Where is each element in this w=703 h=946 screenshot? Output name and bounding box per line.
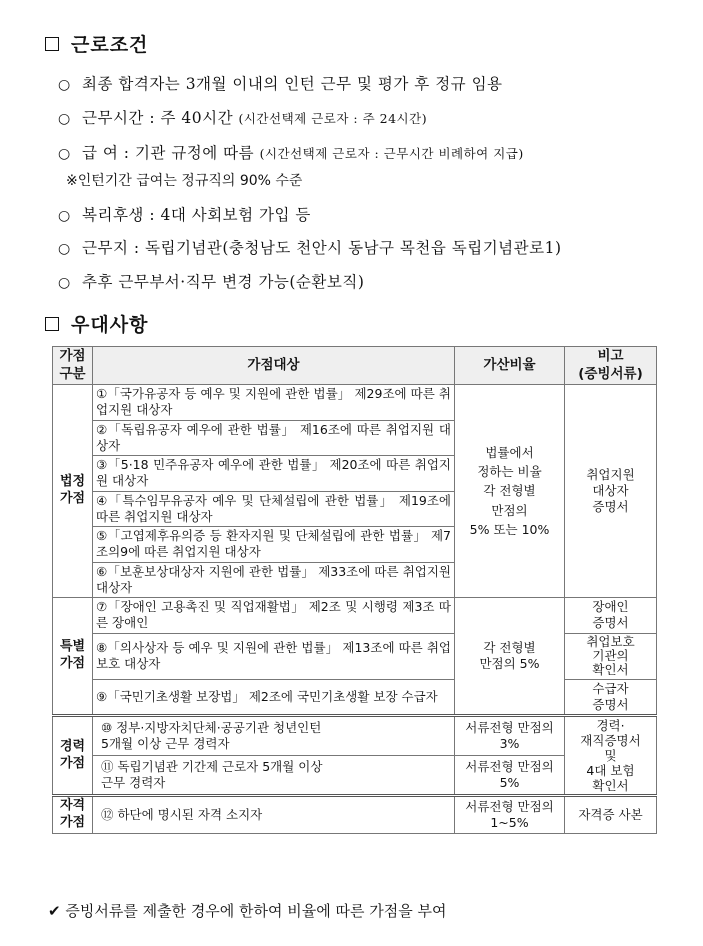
working-line-5: ○ 근무지 : 독립기념관(충청남도 천안시 동남구 목천읍 독립기념관로1) xyxy=(58,239,562,257)
legal-item-6: ⑥「보훈보상대상자 지원에 관한 법률」 제33조에 따른 취업지원 대상자 xyxy=(93,562,455,598)
legal-item-4: ④「특수임무유공자 예우 및 단체설립에 관한 법률」 제19조에 따른 취업지원 대상자 xyxy=(93,491,455,527)
legal-rate: 법률에서 정하는 비율 각 전형별 만점의 5% 또는 10% xyxy=(455,385,565,598)
circle-bullet-icon: ○ xyxy=(58,208,71,224)
circle-bullet-icon: ○ xyxy=(58,111,71,127)
special-remark-1: 장애인 증명서 xyxy=(565,598,657,634)
section-title-working: 근로조건 xyxy=(45,30,148,57)
special-item-1: ⑦「장애인 고용촉진 및 직업재활법」 제2조 및 시행령 제3조 따른 장애인 xyxy=(93,598,455,634)
license-item: ⑫ 하단에 명시된 자격 소지자 xyxy=(93,796,455,834)
special-item-2: ⑧「의사상자 등 예우 및 지원에 관한 법률」 제13조에 따른 취업보호 대상자 xyxy=(93,633,455,679)
special-rate: 각 전형별 만점의 5% xyxy=(455,598,565,716)
checkbox-square-icon xyxy=(45,37,59,51)
working-line-4: ○ 복리후생 : 4대 사회보험 가입 등 xyxy=(58,206,311,224)
table-row xyxy=(53,679,657,716)
legal-item-3: ③「5·18 민주유공자 예우에 관한 법률」 제20조에 따른 취업지원 대상자 xyxy=(93,456,455,492)
career-item-1: ⑩ 정부·지방자치단체·공공기관 청년인턴 5개월 이상 근무 경력자 xyxy=(93,716,455,756)
header-target: 가점대상 xyxy=(93,347,455,385)
table-row xyxy=(53,633,657,679)
license-remark: 자격증 사본 xyxy=(565,796,657,834)
category-career: 경력 가점 xyxy=(53,716,93,796)
special-remark-3: 수급자 증명서 xyxy=(565,679,657,716)
career-item-2: ⑪ 독립기념관 기간제 근로자 5개월 이상 근무 경력자 xyxy=(93,756,455,796)
career-rate-2: 서류전형 만점의 5% xyxy=(455,756,565,796)
preference-table xyxy=(52,346,657,834)
salary-note: ※인턴기간 급여는 정규직의 90% 수준 xyxy=(66,173,303,189)
working-line-3: ○ 급 여 : 기관 규정에 따름 (시간선택제 근로자 : 근무시간 비례하여 지급) xyxy=(58,144,524,162)
table-row xyxy=(53,598,657,634)
category-license: 자격 가점 xyxy=(53,796,93,834)
section-title-preference: 우대사항 xyxy=(45,310,148,337)
category-legal: 법정 가점 xyxy=(53,385,93,598)
table-row xyxy=(53,385,657,421)
header-rate: 가산비율 xyxy=(455,347,565,385)
circle-bullet-icon: ○ xyxy=(58,77,71,93)
checkmark-icon: ✔ xyxy=(48,902,61,920)
category-special: 특별 가점 xyxy=(53,598,93,716)
legal-item-2: ②「독립유공자 예우에 관한 법률」 제16조에 따른 취업지원 대상자 xyxy=(93,420,455,456)
checkbox-square-icon xyxy=(45,317,59,331)
table-row xyxy=(53,796,657,834)
legal-item-5: ⑤「고엽제후유의증 등 환자지원 및 단체설립에 관한 법률」 제7조의9에 따른 취업지원 대상자 xyxy=(93,527,455,563)
career-remark: 경력· 재직증명서 및 4대 보험 확인서 xyxy=(565,716,657,796)
header-category: 가점 구분 xyxy=(53,347,93,385)
legal-item-1: ①「국가유공자 등 예우 및 지원에 관한 법률」 제29조에 따른 취업지원 대상자 xyxy=(93,385,455,421)
working-line-1: ○ 최종 합격자는 3개월 이내의 인턴 근무 및 평가 후 정규 임용 xyxy=(58,75,503,93)
circle-bullet-icon: ○ xyxy=(58,146,71,162)
legal-remark: 취업지원 대상자 증명서 xyxy=(565,385,657,598)
table-header-row xyxy=(53,347,657,385)
table-row xyxy=(53,716,657,756)
circle-bullet-icon: ○ xyxy=(58,275,71,291)
special-item-3: ⑨「국민기초생활 보장법」 제2조에 국민기초생활 보장 수급자 xyxy=(93,679,455,716)
footer-note: ✔ 증빙서류를 제출한 경우에 한하여 비율에 따른 가점을 부여 xyxy=(48,902,447,920)
career-rate-1: 서류전형 만점의 3% xyxy=(455,716,565,756)
special-remark-2: 취업보호 기관의 확인서 xyxy=(565,633,657,679)
working-line-2: ○ 근무시간 : 주 40시간 (시간선택제 근로자 : 주 24시간) xyxy=(58,109,428,127)
header-remark: 비고 (증빙서류) xyxy=(565,347,657,385)
circle-bullet-icon: ○ xyxy=(58,241,71,257)
license-rate: 서류전형 만점의 1~5% xyxy=(455,796,565,834)
working-line-6: ○ 추후 근무부서·직무 변경 가능(순환보직) xyxy=(58,273,365,291)
